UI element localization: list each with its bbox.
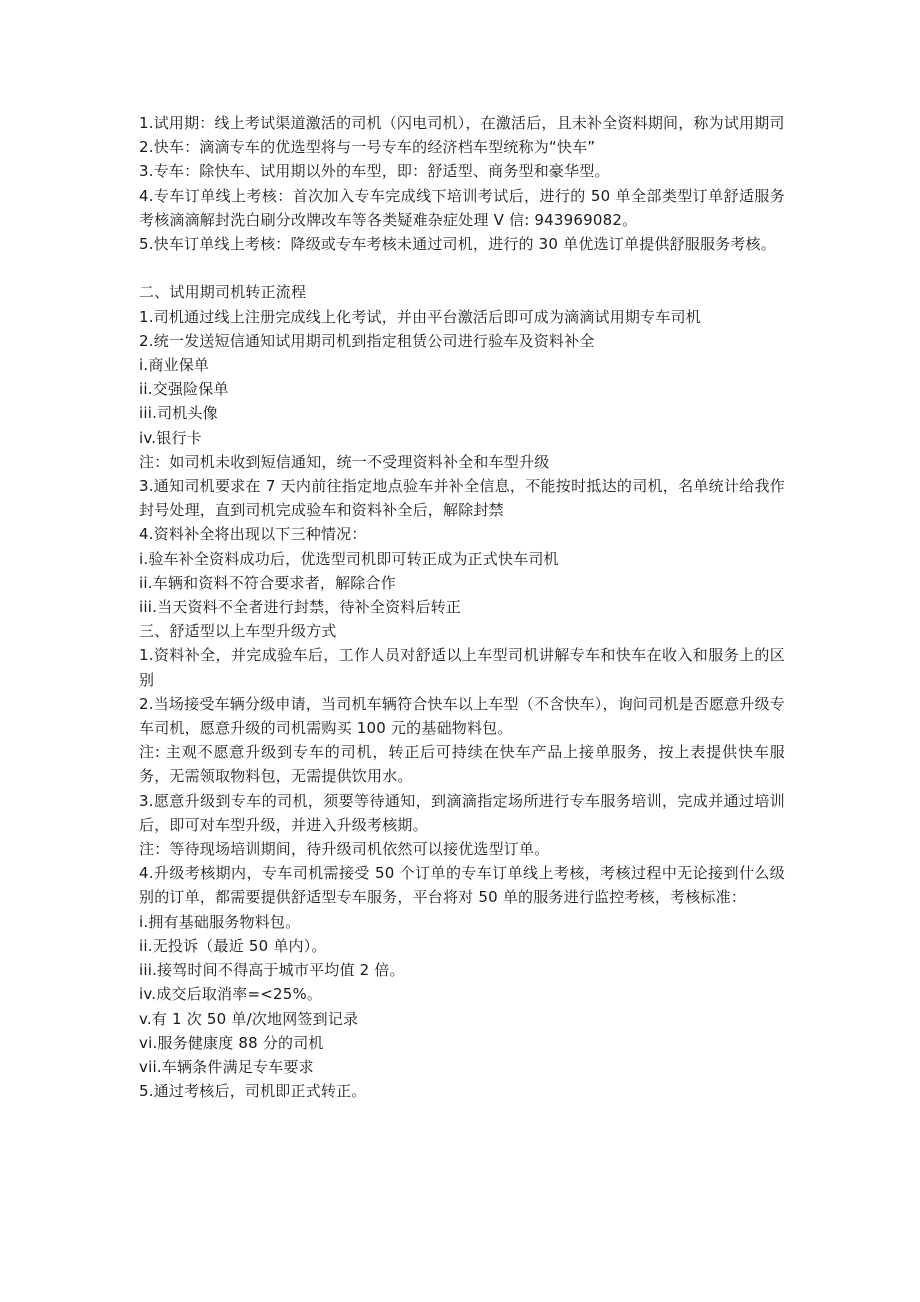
section-3-note: 注：等待现场培训期间，待升级司机依然可以接优选型订单。	[139, 840, 550, 859]
section-3-note: 注: 主观不愿意升级到专车的司机，转正后可持续在快车产品上接单服务，按上表提供快车服务，无需领取物料包，无需提供饮用水。	[139, 743, 785, 786]
section-3-line: 2.当场接受车辆分级申请，当司机车辆符合快车以上车型（不含快车），询问司机是否愿意升级专车司机，愿意升级的司机需购买 100 元的基础物料包。	[139, 694, 785, 738]
section-3-heading: 三、舒适型以上车型升级方式	[139, 622, 337, 641]
section-2-line: i.商业保单	[139, 356, 210, 375]
section-3-line: 1.资料补全，并完成验车后，工作人员对舒适以上车型司机讲解专车和快车在收入和服务上的区别	[139, 646, 785, 689]
section-3-line: ii.无投诉（最近 50 单内）。	[139, 936, 327, 955]
section-3-line: 3.愿意升级到专车的司机，须要等待通知，到滴滴指定场所进行专车服务培训，完成并通过培训后，即可对车型升级，并进入升级考核期。	[139, 791, 785, 834]
section-2-line: 3.通知司机要求在 7 天内前往指定地点验车并补全信息，不能按时抵达的司机，名单统计给我作封号处理，直到司机完成验车和资料补全后，解除封禁	[139, 477, 785, 520]
section-2-line: iv.银行卡	[139, 428, 202, 447]
definition-2: 2.快车：滴滴专车的优选型将与一号专车的经济档车型统称为“快车”	[139, 138, 596, 157]
section-3-line: 4.升级考核期内，专车司机需接受 50 个订单的专车订单线上考核，考核过程中无论接到什么级别的订单，都需要提供舒适型专车服务，平台将对 50 单的服务进行监控考核，考核标准：	[139, 864, 785, 907]
section-2-line: iii.司机头像	[139, 404, 218, 423]
section-2-line: ii.车辆和资料不符合要求者，解除合作	[139, 573, 396, 592]
section-2-line: 2.统一发送短信通知试用期司机到指定租赁公司进行验车及资料补全	[139, 331, 595, 350]
section-2-note: 注：如司机未收到短信通知，统一不受理资料补全和车型升级	[139, 452, 550, 471]
definition-3: 3.专车：除快车、试用期以外的车型，即：舒适型、商务型和豪华型。	[139, 162, 610, 181]
definition-5: 5.快车订单线上考核：降级或专车考核未通过司机，进行的 30 单优选订单提供舒服服务考核。	[139, 235, 776, 254]
section-3-line: iv.成交后取消率=<25%。	[139, 985, 323, 1004]
section-3-line: vii.车辆条件满足专车要求	[139, 1057, 314, 1076]
definition-4: 4.专车订单线上考核：首次加入专车完成线下培训考试后，进行的 50 单全部类型订单舒适服务考核滴滴解封洗白刷分改牌改车等各类疑难杂症处理 V 信: 943969082。	[139, 186, 785, 229]
section-2-heading: 二、试用期司机转正流程	[139, 283, 307, 302]
section-2-line: 1.司机通过线上注册完成线上化考试，并由平台激活后即可成为滴滴试用期专车司机	[139, 307, 701, 326]
definition-1: 1.试用期：线上考试渠道激活的司机（闪电司机），在激活后，且未补全资料期间，称为试用期司	[139, 114, 785, 132]
section-3-line: vi.服务健康度 88 分的司机	[139, 1033, 324, 1052]
section-2-line: ii.交强险保单	[139, 380, 229, 399]
blank-line	[139, 256, 785, 280]
section-2-line: iii.当天资料不全者进行封禁，待补全资料后转正	[139, 598, 462, 617]
section-3-line: iii.接驾时间不得高于城市平均值 2 倍。	[139, 961, 405, 980]
section-2-line: 4.资料补全将出现以下三种情况：	[139, 525, 367, 544]
section-3-line: i.拥有基础服务物料包。	[139, 912, 301, 931]
section-2-line: i.验车补全资料成功后，优选型司机即可转正成为正式快车司机	[139, 549, 559, 568]
section-3-line: 5.通过考核后，司机即正式转正。	[139, 1082, 367, 1101]
document-page	[139, 111, 785, 1103]
section-3-line: v.有 1 次 50 单/次地网签到记录	[139, 1009, 359, 1028]
